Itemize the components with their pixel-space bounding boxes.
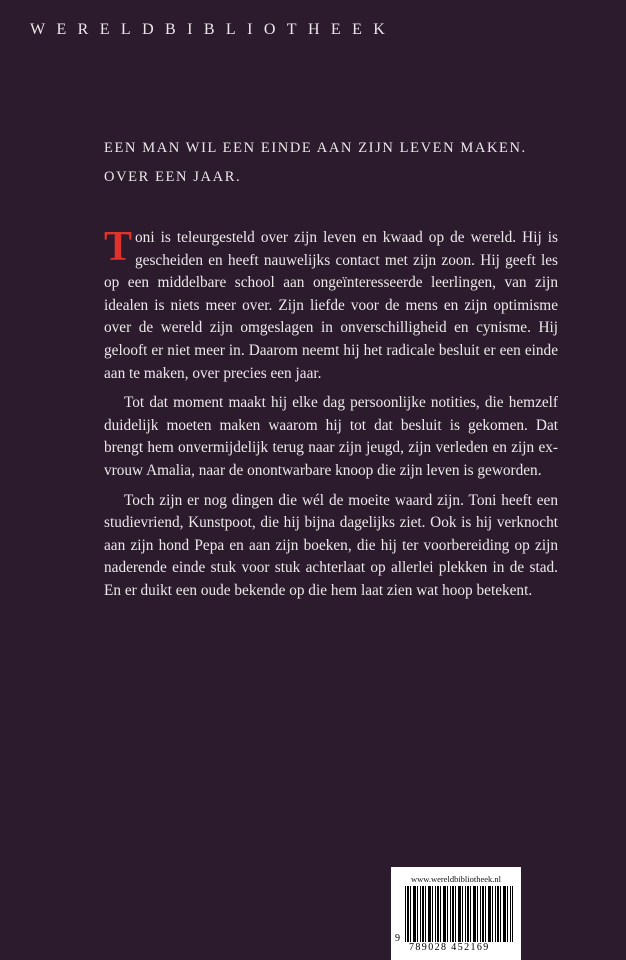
tagline-line-2: OVER EEN JAAR. — [104, 169, 242, 185]
isbn-first-digit: 9 — [395, 933, 400, 944]
publisher-name: WERELDBIBLIOTHEEK — [30, 21, 397, 38]
drop-cap: T — [104, 224, 133, 270]
tagline-line-1: EEN MAN WIL EEN EINDE AAN ZIJN LEVEN MAKEN. — [104, 140, 527, 156]
blurb-paragraph-1 — [104, 224, 558, 385]
blurb-paragraph-2: Tot dat moment maakt hij elke dag persoonlijke notities, die hemzelf duidelijk moeten maken waarom hij tot dat besluit is gekomen. Dat brengt hem onvermijdelijk terug naar zijn jeugd, zijn verleden en zijn ex-vrouw Amalia, naar de onontwarbare knoop die zijn leven is geworden. — [104, 394, 558, 479]
barcode-label — [391, 867, 521, 960]
isbn-digits: 789028 452169 — [409, 942, 490, 953]
website-url: www.wereldbibliotheek.nl — [410, 874, 502, 884]
tagline — [104, 134, 574, 192]
isbn-barcode — [405, 886, 513, 942]
blurb — [104, 224, 558, 603]
blurb-paragraph-3: Toch zijn er nog dingen die wél de moeite waard zijn. Toni heeft een studievriend, Kunstpoot, die hij bijna dagelijks ziet. Ook is hij verknocht aan zijn hond Pepa en aan zijn boeken, die hij ter voorbereiding op zijn naderende einde stuk voor stuk achterlaat op allerlei plekken in de stad. En er duikt een oude bekende op die hem laat zien wat hoop betekent. — [104, 491, 558, 599]
paragraph-1-text: oni is teleurgesteld over zijn leven en kwaad op de wereld. Hij is gescheiden en heeft nauwelijks contact met zijn zoon. Hij geeft les op een middelbare school aan ongeïnteresseerde leerlingen, van zijn idealen is niets meer over. Zijn liefde voor de mens en zijn optimisme over de wereld zijn omgeslagen in onverschilligheid en cynisme. Hij gelooft er niet meer in. Daarom neemt hij het radicale besluit er een einde aan te maken, over precies een jaar. — [104, 229, 558, 382]
